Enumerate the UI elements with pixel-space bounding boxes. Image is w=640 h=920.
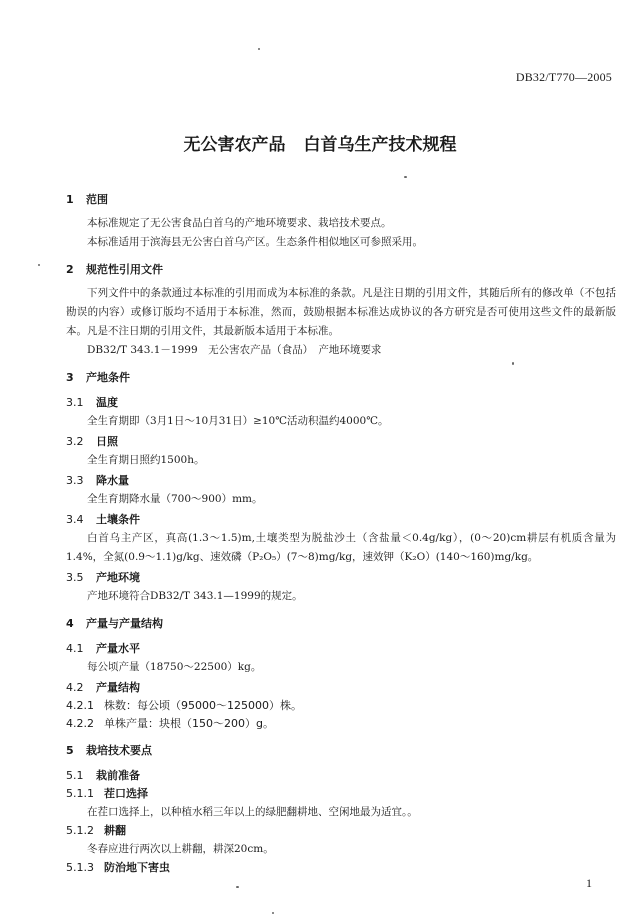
scan-speck	[236, 886, 239, 888]
section-1-para-2: 本标准适用于滨海县无公害白首乌产区。生态条件相似地区可参照采用。	[87, 236, 423, 248]
section-4-heading: 4 产量与产量结构	[66, 617, 163, 630]
doc-code: DB32/T770—2005	[515, 70, 612, 84]
scan-speck	[512, 362, 514, 365]
section-2-heading: 2 规范性引用文件	[66, 263, 163, 276]
title-part2: 白首乌生产技术规程	[303, 135, 457, 155]
section-3-3-text: 全生育期降水量（700～900）mm。	[87, 493, 263, 505]
section-5-1-2-heading: 5.1.2 耕翻	[66, 824, 126, 837]
section-3-1-text: 全生育期即（3月1日～10月31日）≥10℃活动积温约4000℃。	[87, 415, 389, 427]
section-3-5-text: 产地环境符合DB32/T 343.1—1999的规定。	[87, 590, 303, 602]
title-part1: 无公害农产品	[183, 135, 286, 155]
document-body	[66, 184, 616, 877]
section-5-1-heading: 5.1 栽前准备	[66, 769, 140, 782]
page-number: 1	[586, 876, 592, 890]
section-1-para-1: 本标准规定了无公害食品白首乌的产地环境要求、栽培技术要点。	[87, 217, 392, 229]
section-3-5-heading: 3.5 产地环境	[66, 571, 140, 584]
page-title	[0, 130, 640, 155]
section-5-1-1-heading: 5.1.1 茬口选择	[66, 787, 148, 800]
section-4-2-heading: 4.2 产量结构	[66, 681, 140, 694]
section-2-reference: DB32/T 343.1－1999 无公害农产品（食品） 产地环境要求	[87, 344, 382, 356]
section-2-para-1: 下列文件中的条款通过本标准的引用而成为本标准的条款。凡是注日期的引用文件，其随后所有的修改单（不包括勘误的内容）或修订版均不适用于本标准，然而，鼓励根据本标准达成协议的各方研究是否可使用这些文件的最新版本。凡是不注日期的引用文件，其最新版本适用于本标准。	[66, 287, 616, 337]
section-3-4-heading: 3.4 土壤条件	[66, 513, 140, 526]
section-5-1-1-text: 在茬口选择上，以种植水稻三年以上的绿肥翻耕地、空闲地最为适宜。。	[87, 806, 418, 818]
section-5-heading: 5 栽培技术要点	[66, 744, 152, 757]
section-5-1-3-heading: 5.1.3 防治地下害虫	[66, 861, 170, 874]
scan-speck	[38, 264, 40, 266]
section-1-heading: 1 范围	[66, 193, 108, 206]
section-4-2-2: 4.2.2 单株产量：块根（150～200）g。	[66, 717, 274, 730]
section-3-3-heading: 3.3 降水量	[66, 474, 129, 487]
section-3-heading: 3 产地条件	[66, 371, 130, 384]
scan-speck	[272, 912, 274, 914]
scan-speck	[258, 48, 260, 50]
section-4-1-text: 每公顷产量（18750～22500）kg。	[87, 661, 262, 673]
section-3-2-heading: 3.2 日照	[66, 435, 118, 448]
section-3-2-text: 全生育期日照约1500h。	[87, 454, 205, 466]
section-4-1-heading: 4.1 产量水平	[66, 642, 140, 655]
section-4-2-1: 4.2.1 株数：每公顷（95000～125000）株。	[66, 699, 302, 712]
scan-speck	[404, 176, 407, 178]
section-3-1-heading: 3.1 温度	[66, 396, 118, 409]
section-5-1-2-text: 冬春应进行两次以上耕翻，耕深20cm。	[87, 843, 274, 855]
section-3-4-text: 白首乌主产区，真高(1.3～1.5)m,土壤类型为脱盐沙土（含盐量＜0.4g/kg），(0～20)cm耕层有机质含量为1.4%，全氮(0.9～1.1)g/kg、速效磷（P₂O₅）(7～8)mg/kg，速效钾（K₂O）(140～160)mg/kg。	[66, 532, 616, 563]
